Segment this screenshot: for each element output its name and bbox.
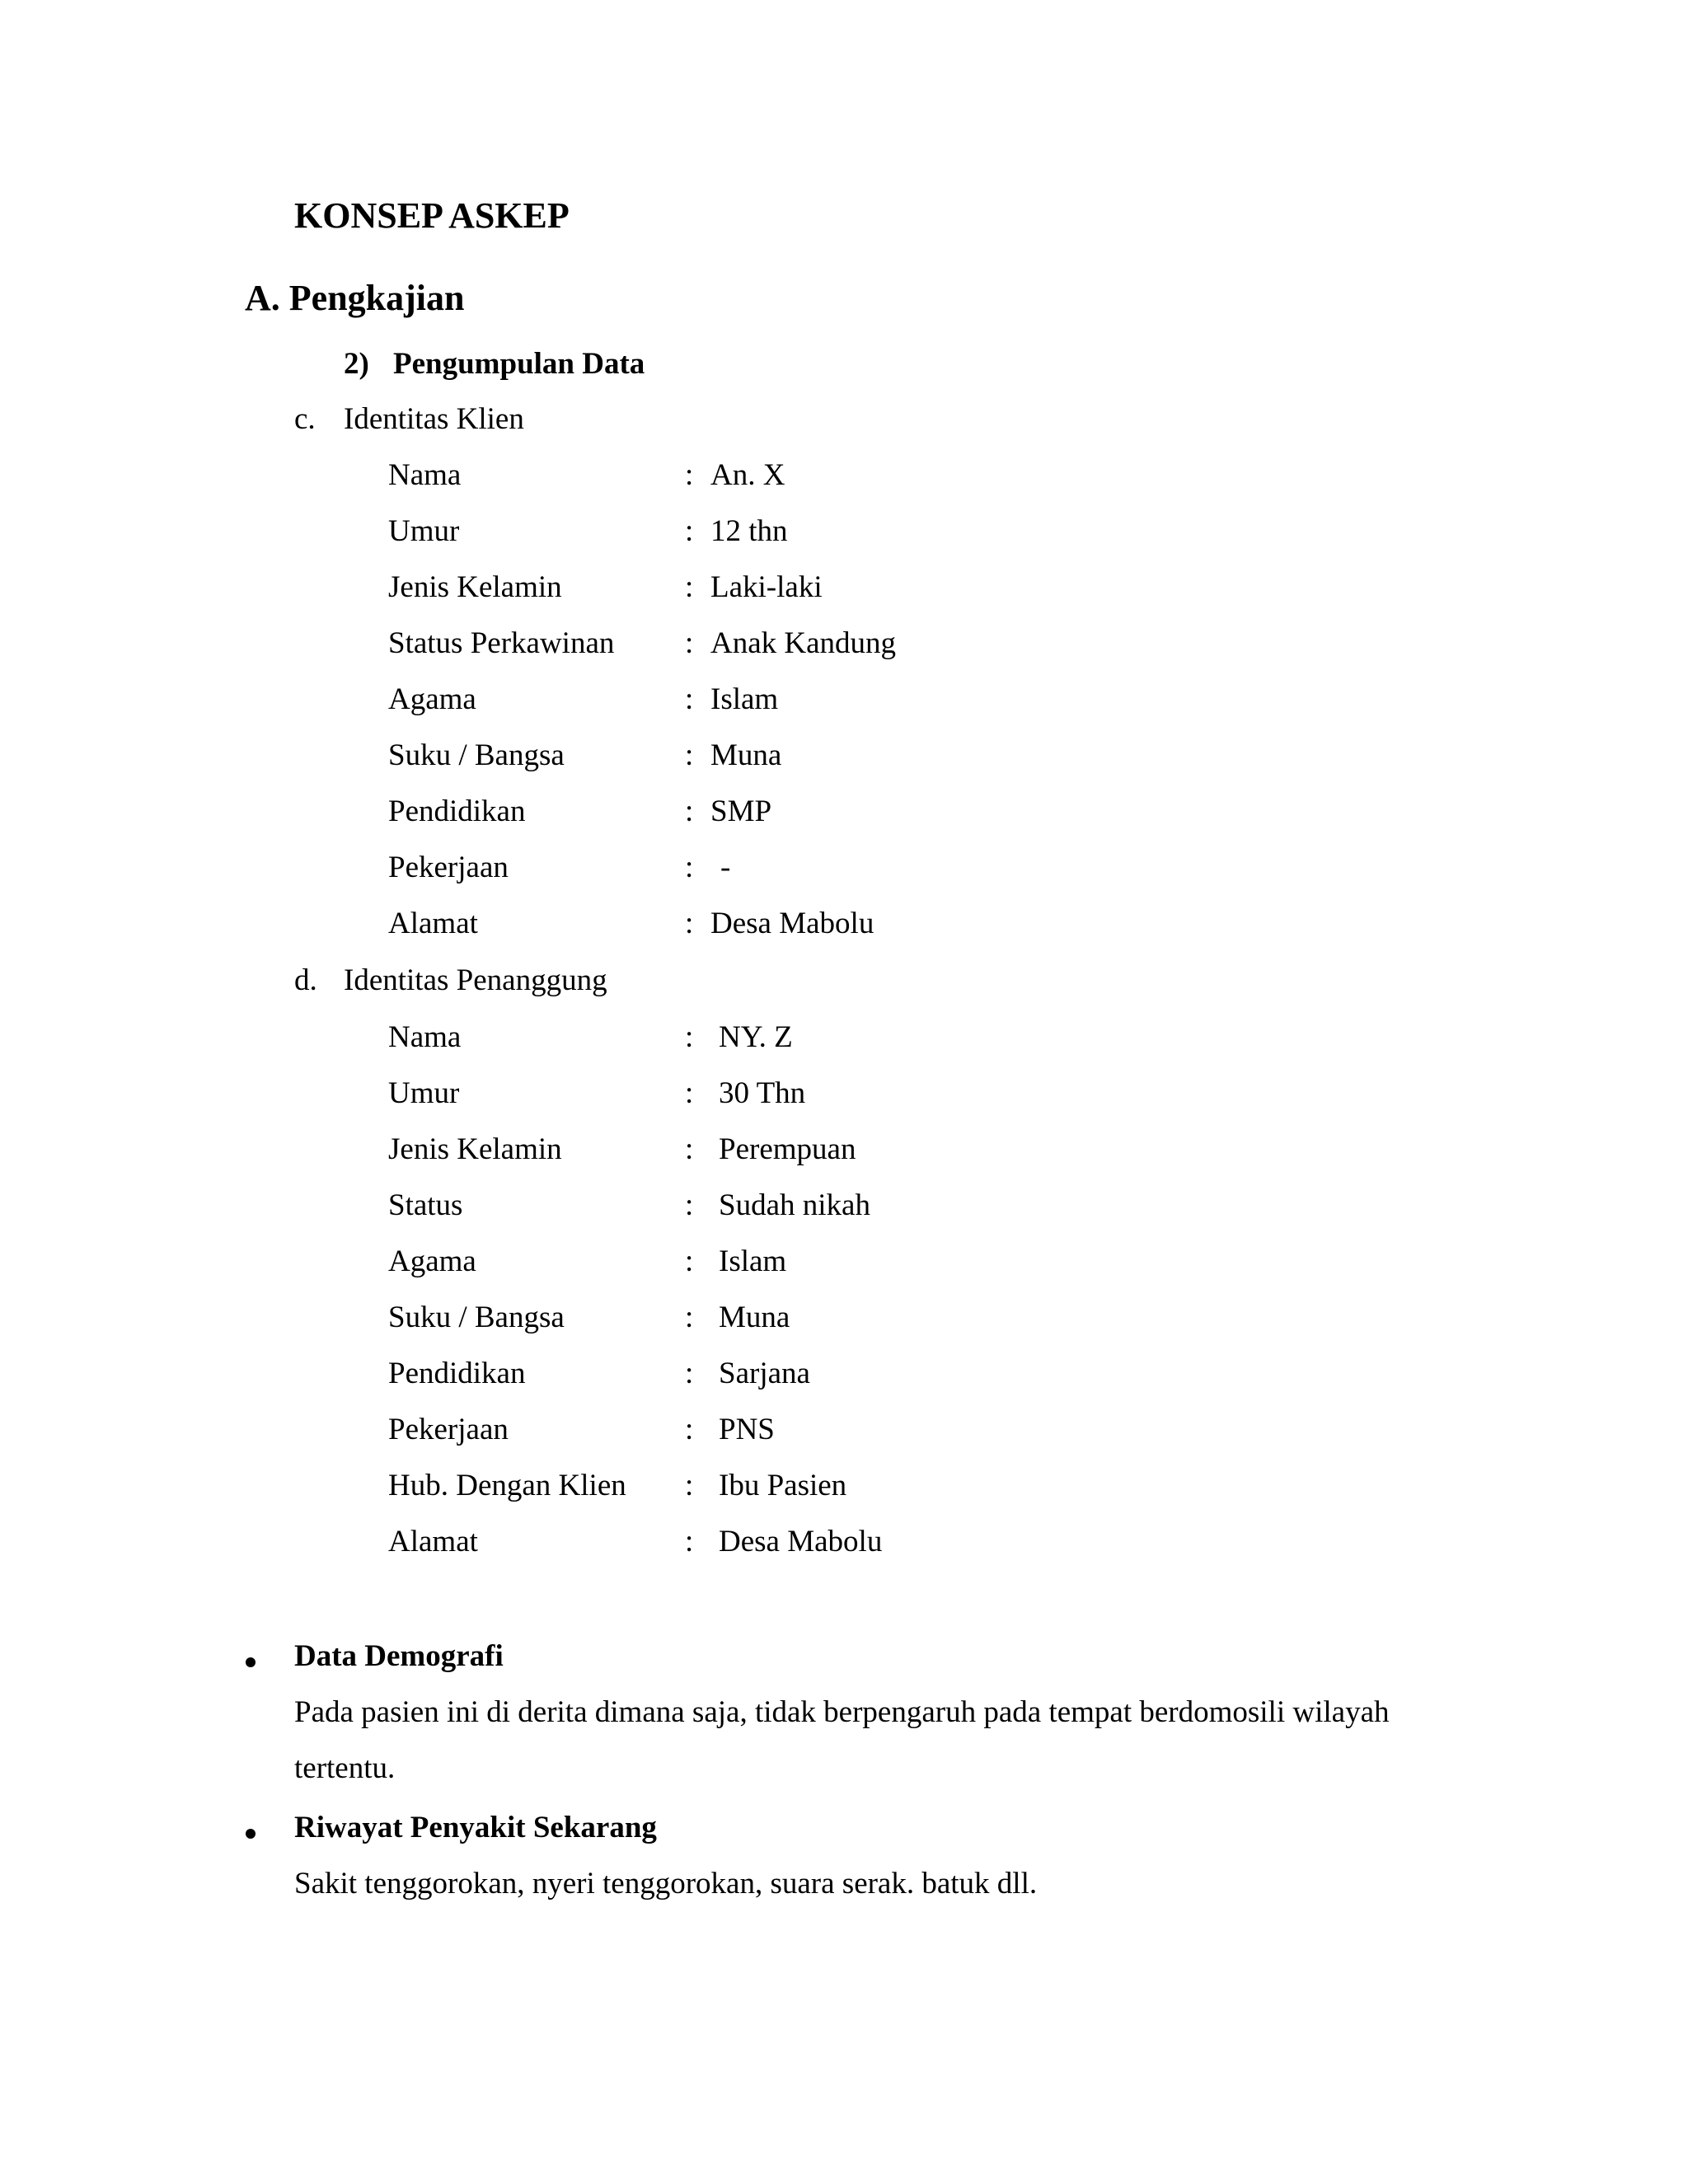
field-label: Pekerjaan: [388, 1413, 509, 1446]
field-value: An. X: [710, 458, 785, 492]
bullet-title: Data Demografi: [294, 1639, 504, 1673]
field-colon: :: [685, 1244, 694, 1278]
field-label: Umur: [388, 514, 460, 548]
section-letter: A.: [245, 278, 280, 318]
paragraph-line: tertentu.: [294, 1751, 396, 1785]
field-value: Sarjana: [719, 1357, 810, 1390]
field-colon: :: [685, 851, 694, 884]
field-colon: :: [685, 514, 694, 548]
field-label: Pendidikan: [388, 1357, 526, 1390]
field-label: Hub. Dengan Klien: [388, 1469, 626, 1502]
field-colon: :: [685, 682, 694, 716]
field-label: Pekerjaan: [388, 851, 509, 884]
subsection-label: Pengumpulan Data: [393, 347, 645, 381]
identitas-klien-heading: [294, 401, 524, 437]
subsection-heading: [344, 346, 645, 382]
field-value: Muna: [719, 1301, 790, 1334]
field-value: Desa Mabolu: [710, 907, 874, 940]
field-value: -: [720, 851, 731, 884]
field-value: Islam: [719, 1244, 787, 1278]
field-label: Agama: [388, 1244, 476, 1278]
bullet-paragraph: [294, 1685, 1390, 1797]
paragraph-line: Sakit tenggorokan, nyeri tenggorokan, suara serak. batuk dll.: [294, 1867, 1038, 1900]
bullet-title: Riwayat Penyakit Sekarang: [294, 1811, 657, 1844]
field-value: PNS: [719, 1413, 775, 1446]
field-label: Status: [388, 1188, 463, 1222]
field-value: Laki-laki: [710, 570, 823, 604]
field-value: 12 thn: [710, 514, 788, 548]
field-colon: :: [685, 738, 694, 772]
field-colon: :: [685, 1357, 694, 1390]
subsection-number: 2): [344, 347, 369, 381]
field-colon: :: [685, 1525, 694, 1558]
field-colon: :: [685, 1301, 694, 1334]
field-label: Pendidikan: [388, 794, 526, 828]
field-colon: :: [685, 1188, 694, 1222]
field-value: SMP: [710, 794, 772, 828]
field-colon: :: [685, 570, 694, 604]
field-label: Suku / Bangsa: [388, 1301, 565, 1334]
bullet-icon: [246, 1657, 256, 1667]
group-label: Identitas Klien: [344, 402, 524, 436]
field-label: Alamat: [388, 907, 478, 940]
group-letter: d.: [294, 963, 317, 997]
bullet-paragraph: [294, 1856, 1037, 1912]
field-value: Anak Kandung: [710, 626, 897, 660]
document-title: KONSEP ASKEP: [294, 195, 570, 236]
field-value: Sudah nikah: [719, 1188, 870, 1222]
field-value: NY. Z: [719, 1020, 793, 1054]
field-label: Agama: [388, 682, 476, 716]
field-label: Umur: [388, 1076, 460, 1110]
identitas-penanggung-heading: [294, 963, 607, 998]
field-colon: :: [685, 907, 694, 940]
field-value: Desa Mabolu: [719, 1525, 883, 1558]
field-colon: :: [685, 1076, 694, 1110]
field-colon: :: [685, 1413, 694, 1446]
section-label: Pengkajian: [288, 278, 465, 318]
field-value: Muna: [710, 738, 782, 772]
field-colon: :: [685, 794, 694, 828]
field-colon: :: [685, 1469, 694, 1502]
field-label: Jenis Kelamin: [388, 570, 562, 604]
field-label: Alamat: [388, 1525, 478, 1558]
field-label: Nama: [388, 458, 462, 492]
field-value: Ibu Pasien: [719, 1469, 847, 1502]
field-label: Suku / Bangsa: [388, 738, 565, 772]
bullet-icon: [246, 1829, 256, 1839]
field-colon: :: [685, 626, 694, 660]
field-colon: :: [685, 1020, 694, 1054]
field-value: 30 Thn: [719, 1076, 806, 1110]
group-letter: c.: [294, 402, 316, 436]
field-value: Islam: [710, 682, 779, 716]
paragraph-line: Pada pasien ini di derita dimana saja, tidak berpengaruh pada tempat berdomosili wilayah: [294, 1695, 1390, 1729]
field-colon: :: [685, 458, 694, 492]
section-heading: [245, 277, 464, 319]
group-label: Identitas Penanggung: [344, 963, 607, 997]
field-colon: :: [685, 1132, 694, 1166]
field-value: Perempuan: [719, 1132, 856, 1166]
field-label: Jenis Kelamin: [388, 1132, 562, 1166]
field-label: Nama: [388, 1020, 462, 1054]
field-label: Status Perkawinan: [388, 626, 615, 660]
